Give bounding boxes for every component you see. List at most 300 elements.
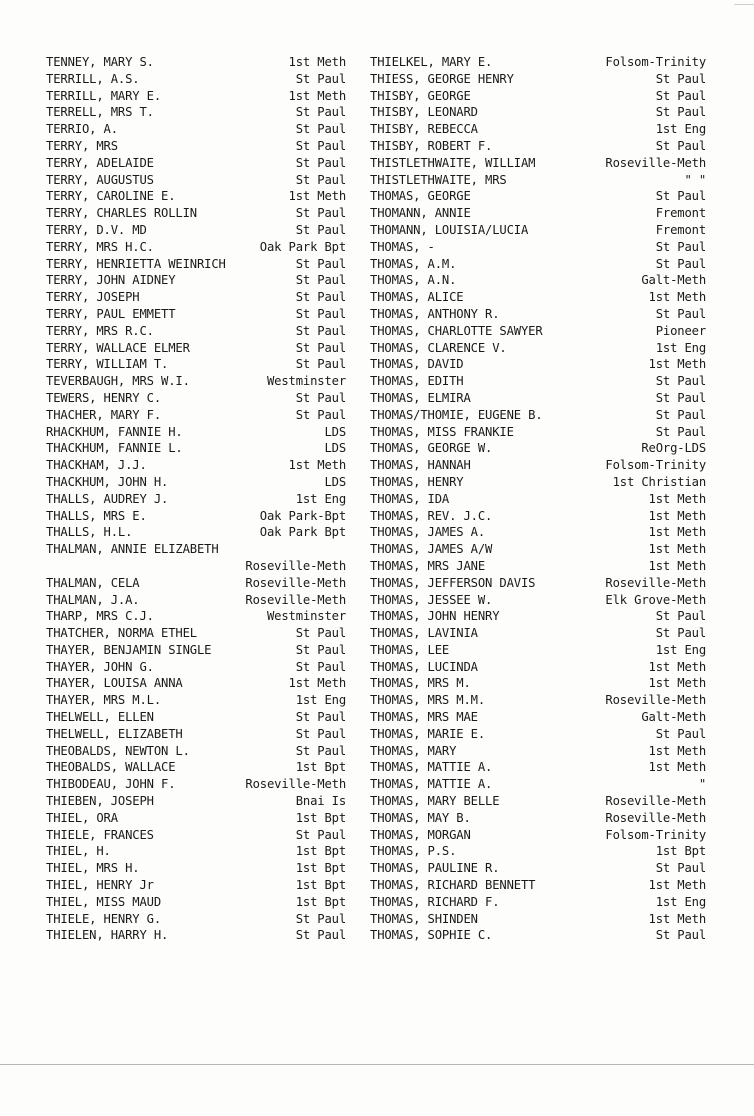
member-name: THARP, MRS C.J. [46,609,154,624]
member-name: TERRY, MRS R.C. [46,323,154,338]
list-item [370,625,706,642]
member-name: RHACKHUM, FANNIE H. [46,424,183,439]
list-item [370,356,706,373]
church-name: St Paul [655,105,706,120]
list-item [370,911,706,928]
member-name: THISBY, ROBERT F. [370,138,493,153]
member-name: THIEL, H. [46,844,111,859]
church-name: 1st Meth [288,676,346,691]
church-name: St Paul [295,71,346,86]
member-name: THAYER, BENJAMIN SINGLE [46,642,212,657]
member-name: THOMAS, DAVID [370,357,464,372]
list-item [370,776,706,793]
page-corner-mark [734,4,754,19]
church-name: St Paul [655,88,706,103]
church-name: 1st Meth [648,878,706,893]
member-name: THALMAN, J.A. [46,592,140,607]
church-name: Bnai Is [295,794,346,809]
list-item [370,675,706,692]
church-name: 1st Meth [288,88,346,103]
church-name: 1st Meth [288,458,346,473]
member-name: THEOBALDS, NEWTON L. [46,743,190,758]
list-item [370,440,706,457]
member-name: THELWELL, ELIZABETH [46,726,183,741]
member-name: THOMAS, REV. J.C. [370,508,493,523]
list-item [46,508,346,525]
church-name: LDS [324,474,346,489]
church-name: LDS [324,441,346,456]
member-name: THIEL, HENRY Jr [46,878,154,893]
member-name: THOMAS, JOHN HENRY [370,609,500,624]
member-name: THISBY, GEORGE [370,88,471,103]
member-name: TERRY, PAUL EMMETT [46,306,176,321]
list-item [370,659,706,676]
member-name: TERRILL, A.S. [46,71,140,86]
list-item [370,810,706,827]
church-name: Roseville-Meth [605,155,706,170]
member-name: THOMAS, MAY B. [370,810,471,825]
list-item [370,474,706,491]
list-item [370,407,706,424]
member-name: THACKHAM, J.J. [46,458,147,473]
church-name: Folsom-Trinity [605,55,706,69]
member-name: TERRELL, MRS T. [46,105,154,120]
list-item [46,424,346,441]
page-bottom-rule [0,1064,754,1065]
list-item [46,88,346,105]
member-name: TERRY, ADELAIDE [46,155,154,170]
list-item [370,927,706,944]
list-item [370,306,706,323]
member-name: TEWERS, HENRY C. [46,390,161,405]
church-name: 1st Eng [655,122,706,137]
church-name: 1st Meth [648,659,706,674]
list-item [46,373,346,390]
member-name: THIEL, MRS H. [46,861,140,876]
church-name: Westminster [266,374,346,389]
list-item [370,104,706,121]
member-name: THOMAS/THOMIE, EUGENE B. [370,407,543,422]
church-name: St Paul [655,407,706,422]
member-name: THOMAS, MRS M.M. [370,693,485,708]
member-name: THOMAS, JEFFERSON DAVIS [370,575,536,590]
list-item [370,222,706,239]
list-item [46,843,346,860]
church-name: 1st Meth [648,508,706,523]
member-name: TERRY, HENRIETTA WEINRICH [46,256,226,271]
member-name: THIEBEN, JOSEPH [46,794,154,809]
list-item [370,340,706,357]
member-name: THALLS, AUDREY J. [46,491,169,506]
church-name: St Paul [295,726,346,741]
list-item [370,759,706,776]
church-name: St Paul [295,626,346,641]
list-item [46,491,346,508]
church-name: 1st Meth [288,55,346,69]
list-item [46,659,346,676]
list-item [370,491,706,508]
member-name: TENNEY, MARY S. [46,55,154,69]
church-name: St Paul [655,306,706,321]
church-name: 1st Eng [655,642,706,657]
member-name: THOMANN, LOUISIA/LUCIA [370,222,529,237]
member-name: THOMAS, MARIE E. [370,726,485,741]
list-item [46,877,346,894]
church-name: St Paul [295,138,346,153]
member-name: THACHER, MARY F. [46,407,161,422]
list-item [46,71,346,88]
list-item [46,726,346,743]
church-name: St Paul [295,256,346,271]
church-name: Roseville-Meth [245,575,346,590]
church-name: 1st Bpt [295,878,346,893]
member-name: THALLS, H.L. [46,525,133,540]
list-item [46,54,346,71]
member-name: THOMANN, ANNIE [370,206,471,221]
church-name: Oak Park-Bpt [259,508,346,523]
member-name: TERRY, D.V. MD [46,222,147,237]
list-item [46,138,346,155]
member-name: THIELKEL, MARY E. [370,55,493,69]
member-name: THIELE, HENRY G. [46,911,161,926]
list-item [370,424,706,441]
church-name: St Paul [655,424,706,439]
member-name: THOMAS, JAMES A. [370,525,485,540]
member-name: THEOBALDS, WALLACE [46,760,176,775]
church-name: 1st Christian [612,474,706,489]
member-name: THISTLETHWAITE, MRS [370,172,507,187]
church-name: St Paul [295,122,346,137]
member-name: TERRIO, A. [46,122,118,137]
list-item [46,440,346,457]
list-item [46,340,346,357]
list-item [46,256,346,273]
list-item [370,692,706,709]
list-item [46,272,346,289]
church-name: Roseville-Meth [245,558,346,573]
list-item [370,793,706,810]
church-name: 1st Bpt [295,810,346,825]
member-name: THOMAS, IDA [370,491,450,506]
church-name: St Paul [295,642,346,657]
church-name: St Paul [295,155,346,170]
church-name: Pioneer [655,323,706,338]
list-item [46,172,346,189]
list-item [46,608,346,625]
list-item [46,810,346,827]
list-item [46,541,346,558]
church-name: St Paul [295,306,346,321]
list-item [370,172,706,189]
member-name: THOMAS, GEORGE W. [370,441,493,456]
church-name: 1st Eng [295,693,346,708]
member-name: THIELEN, HARRY H. [46,928,169,943]
member-name: THOMAS, ALICE [370,290,464,305]
church-name: 1st Meth [648,743,706,758]
list-item [46,289,346,306]
member-name: THIESS, GEORGE HENRY [370,71,514,86]
church-name: 1st Meth [648,760,706,775]
member-name: THISBY, REBECCA [370,122,478,137]
member-name: THOMAS, A.M. [370,256,457,271]
church-name: 1st Bpt [295,861,346,876]
list-item [46,356,346,373]
list-item [46,407,346,424]
church-name: 1st Meth [648,911,706,926]
list-item [370,205,706,222]
church-name: St Paul [655,138,706,153]
church-name: St Paul [655,189,706,204]
church-name: Folsom-Trinity [605,827,706,842]
list-item [370,642,706,659]
list-item [370,289,706,306]
list-item [370,390,706,407]
list-item [46,524,346,541]
list-item [370,272,706,289]
member-name: THOMAS, CHARLOTTE SAWYER [370,323,543,338]
list-item [46,827,346,844]
member-name: THOMAS, MRS M. [370,676,471,691]
member-name: TERRY, MRS [46,138,118,153]
church-name: St Paul [295,911,346,926]
member-name: THELWELL, ELLEN [46,710,154,725]
list-item [46,474,346,491]
church-name: ReOrg-LDS [641,441,706,456]
list-item [46,759,346,776]
list-item [46,860,346,877]
list-item [370,121,706,138]
list-item [370,256,706,273]
church-name: LDS [324,424,346,439]
church-name: 1st Meth [648,558,706,573]
member-name: THOMAS, RICHARD F. [370,894,500,909]
list-item [370,188,706,205]
member-name: THOMAS, GEORGE [370,189,471,204]
list-item [46,743,346,760]
church-name: St Paul [295,357,346,372]
list-item [370,71,706,88]
list-item [370,541,706,558]
list-item [46,675,346,692]
church-name: St Paul [295,206,346,221]
member-name: TERRILL, MARY E. [46,88,161,103]
member-name: THOMAS, HANNAH [370,458,471,473]
church-name: Roseville-Meth [605,794,706,809]
member-name: THOMAS, ANTHONY R. [370,306,500,321]
church-name: Galt-Meth [641,273,706,288]
church-name: " [698,777,706,792]
church-name: Fremont [655,206,706,221]
list-item [370,843,706,860]
list-item [46,592,346,609]
member-name: THIEL, MISS MAUD [46,894,161,909]
church-name: 1st Bpt [295,760,346,775]
list-item [46,776,346,793]
church-name: St Paul [295,710,346,725]
member-name: THOMAS, LUCINDA [370,659,478,674]
church-name: St Paul [295,827,346,842]
member-name: THALLS, MRS E. [46,508,147,523]
church-name: St Paul [295,390,346,405]
list-item [370,239,706,256]
church-name: St Paul [295,290,346,305]
list-item [46,709,346,726]
list-item [370,726,706,743]
member-name: TEVERBAUGH, MRS W.I. [46,374,190,389]
list-item [46,121,346,138]
member-name: TERRY, CHARLES ROLLIN [46,206,197,221]
member-name: THIBODEAU, JOHN F. [46,777,176,792]
list-item [46,911,346,928]
list-item [46,390,346,407]
list-item [46,927,346,944]
church-name: St Paul [655,861,706,876]
member-name: THOMAS, HENRY [370,474,464,489]
list-item [370,592,706,609]
member-name: THOMAS, PAULINE R. [370,861,500,876]
church-name: Elk Grove-Meth [605,592,706,607]
church-name: St Paul [295,340,346,355]
church-name: St Paul [655,726,706,741]
member-name: THOMAS, JAMES A/W [370,542,493,557]
member-name: THOMAS, MRS JANE [370,558,485,573]
church-name: 1st Eng [295,491,346,506]
member-name: THALMAN, CELA [46,575,140,590]
list-item [370,827,706,844]
member-name: TERRY, WALLACE ELMER [46,340,190,355]
list-item [370,88,706,105]
church-name: 1st Bpt [295,894,346,909]
church-name: Westminster [266,609,346,624]
member-name: THOMAS, LAVINIA [370,626,478,641]
right-column [370,54,706,944]
church-name: St Paul [295,659,346,674]
member-name: THOMAS, SHINDEN [370,911,478,926]
member-name: THOMAS, JESSEE W. [370,592,493,607]
member-name: THOMAS, ELMIRA [370,390,471,405]
member-name: THIELE, FRANCES [46,827,154,842]
member-name: TERRY, AUGUSTUS [46,172,154,187]
list-item [46,155,346,172]
member-name: THAYER, LOUISA ANNA [46,676,183,691]
church-name: " " [684,172,706,187]
member-name: TERRY, WILLIAM T. [46,357,169,372]
church-name: 1st Meth [648,542,706,557]
member-name: THOMAS, MATTIE A. [370,760,493,775]
member-name: THOMAS, - [370,239,435,254]
member-name: THOMAS, MATTIE A. [370,777,493,792]
list-item [370,709,706,726]
list-item [370,138,706,155]
list-item [46,793,346,810]
list-item [370,860,706,877]
list-item [46,457,346,474]
church-name: 1st Bpt [295,844,346,859]
member-name: TERRY, CAROLINE E. [46,189,176,204]
church-name: St Paul [655,609,706,624]
church-name: 1st Meth [288,189,346,204]
list-item [370,894,706,911]
member-name: THOMAS, EDITH [370,374,464,389]
church-name: St Paul [655,390,706,405]
member-name: THACKHUM, JOHN H. [46,474,169,489]
list-item [370,457,706,474]
church-name: St Paul [655,71,706,86]
list-item [46,642,346,659]
list-item [370,575,706,592]
list-item [370,155,706,172]
list-item [46,575,346,592]
church-name: Galt-Meth [641,710,706,725]
member-name: TERRY, JOSEPH [46,290,140,305]
church-name: St Paul [295,743,346,758]
member-name: TERRY, MRS H.C. [46,239,154,254]
church-name: St Paul [295,928,346,943]
member-name: THOMAS, MORGAN [370,827,471,842]
member-name: TERRY, JOHN AIDNEY [46,273,176,288]
church-name: Oak Park Bpt [259,525,346,540]
church-name: Roseville-Meth [605,693,706,708]
church-name: St Paul [295,407,346,422]
member-name: THAYER, JOHN G. [46,659,154,674]
church-name: St Paul [295,105,346,120]
member-name: THOMAS, P.S. [370,844,457,859]
list-item [46,625,346,642]
member-name: THAYER, MRS M.L. [46,693,161,708]
list-item [370,323,706,340]
member-name: THOMAS, MISS FRANKIE [370,424,514,439]
church-name: 1st Bpt [655,844,706,859]
church-name: St Paul [655,374,706,389]
member-name: THOMAS, CLARENCE V. [370,340,507,355]
member-name: THOMAS, MARY BELLE [370,794,500,809]
left-column [46,54,346,944]
list-item [46,188,346,205]
list-item [46,104,346,121]
church-name: Folsom-Trinity [605,458,706,473]
church-name: Roseville-Meth [245,592,346,607]
church-name: 1st Meth [648,676,706,691]
member-name: THOMAS, A.N. [370,273,457,288]
list-item [46,306,346,323]
list-item [370,54,706,71]
church-name: St Paul [655,239,706,254]
list-item [46,205,346,222]
list-item [370,877,706,894]
member-name: THOMAS, SOPHIE C. [370,928,493,943]
member-name: THOMAS, LEE [370,642,450,657]
list-item [370,558,706,575]
member-name: THOMAS, MARY [370,743,457,758]
list-item [370,524,706,541]
list-item [46,323,346,340]
member-name: THOMAS, RICHARD BENNETT [370,878,536,893]
list-item [46,239,346,256]
member-name: THIEL, ORA [46,810,118,825]
church-name: 1st Meth [648,491,706,506]
church-name: Fremont [655,222,706,237]
list-item [46,894,346,911]
member-name: THACKHUM, FANNIE L. [46,441,183,456]
church-name: 1st Eng [655,894,706,909]
church-name: St Paul [655,928,706,943]
list-item [370,373,706,390]
member-name: THISBY, LEONARD [370,105,478,120]
member-name: THOMAS, MRS MAE [370,710,478,725]
church-name: St Paul [295,172,346,187]
member-name: THISTLETHWAITE, WILLIAM [370,155,536,170]
church-name: Oak Park Bpt [259,239,346,254]
